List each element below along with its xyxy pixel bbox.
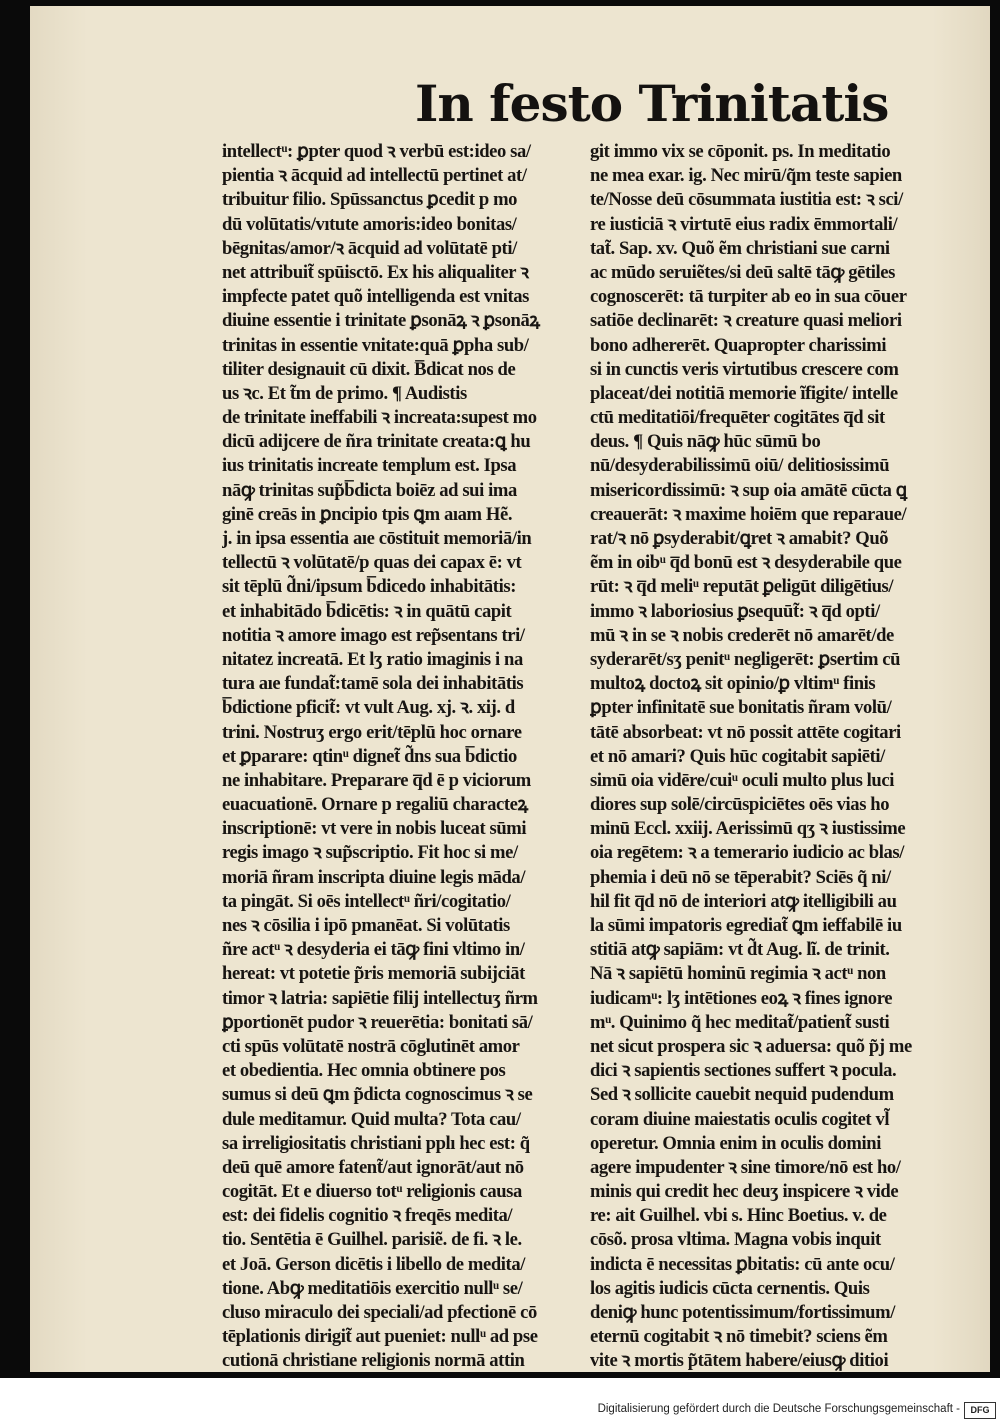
text-line: et inhabitādo b̅dicētis: ꝛ in quātū capit bbox=[222, 600, 512, 622]
text-line: regis imago ꝛ sup̃scriptio. Fit hoc si me/ bbox=[222, 842, 518, 864]
text-line: Nā ꝛ sapiētū hominū regimia ꝛ actᵘ non bbox=[590, 963, 886, 985]
left-text-column bbox=[222, 140, 584, 1374]
text-line: sumus si deū ꝗm p̃dicta cognoscimus ꝛ se bbox=[222, 1084, 533, 1106]
text-line: ñre actᵘ ꝛ desyderia ei tāꝙ fini vltimo in/ bbox=[222, 939, 525, 961]
text-line: te/Nosse deū cōsummata iustitia est: ꝛ sci/ bbox=[590, 189, 903, 211]
text-line: trini. Nostruʒ ergo erit/tēplū hoc ornare bbox=[222, 721, 522, 743]
running-head: In festo Trinitatis bbox=[415, 74, 889, 133]
text-line: misericordissimū: ꝛ sup oia amātē cūcta ꝗ bbox=[590, 479, 907, 501]
text-line: us ꝛc. Et t̃m de primo. ¶ Audistis bbox=[222, 382, 467, 404]
text-line: minis qui credit hec deuʒ inspicere ꝛ vide bbox=[590, 1181, 899, 1203]
text-line: est: dei fidelis cognitio ꝛ freqēs medita/ bbox=[222, 1205, 513, 1227]
text-line: nū/desyderabilissimū oiū/ delitiosissimū bbox=[590, 455, 890, 477]
text-line: nitatez increatā. Et lʒ ratio imaginis i na bbox=[222, 648, 523, 670]
text-line: immo ꝛ laboriosius ꝑsequūt̃: ꝛ q̅d opti/ bbox=[590, 600, 880, 622]
text-line: eternū cogitabit ꝛ nō timebit? sciens ẽm bbox=[590, 1326, 888, 1348]
text-line: deū quē amore fatent̃/aut ignorāt/aut nō bbox=[222, 1156, 524, 1178]
text-line: minū Eccl. xxiij. Aerissimū qʒ ꝛ iustissime bbox=[590, 818, 906, 840]
text-line: ginē creās in ꝑncipio tpis ꝗm aıam Hẽ. bbox=[222, 503, 513, 525]
text-line: trinitas in essentie vnitate:quā ꝑpha sub/ bbox=[222, 334, 529, 356]
text-line: dule meditamur. Quid multa? Tota cau/ bbox=[222, 1108, 521, 1130]
text-line: net sicut prospera sic ꝛ aduersa: quõ p̃j me bbox=[590, 1035, 912, 1057]
text-line: indicta ē necessitas ꝑbitatis: cū ante ocu/ bbox=[590, 1253, 895, 1275]
text-line: tēplationis dirigit̃ aut pueniet: nullᵘ ad pse bbox=[222, 1326, 538, 1348]
text-line: de trinitate ineffabili ꝛ increata:supest mo bbox=[222, 407, 537, 429]
text-line: mᵘ. Quinimo q̃ hec meditat̃/patient̃ susti bbox=[590, 1011, 890, 1033]
text-line: creauerāt: ꝛ maxime hoiēm que reparaue/ bbox=[590, 503, 907, 525]
text-line: simū oia vidēre/cuiᵘ oculi multo plus luci bbox=[590, 769, 894, 791]
text-line: vite ꝛ mortis p̃tātem habere/eiusꝙ ditioi bbox=[590, 1350, 889, 1372]
text-line: ne inhabitare. Preparare q̅d ē p viciorum bbox=[222, 769, 531, 791]
text-line: multoꝝ doctoꝝ sit opinio/ꝑ vltimᵘ finis bbox=[590, 673, 876, 695]
text-line: deniꝙ hunc potentissimum/fortissimum/ bbox=[590, 1302, 895, 1323]
text-line: ta pingāt. Si oēs intellectᵘ ñri/cogitatio/ bbox=[222, 890, 511, 912]
text-line: agere impudenter ꝛ sine timore/nō est ho/ bbox=[590, 1156, 901, 1178]
text-line: ne mea exar. ig. Nec mirū/q̃m teste sapien bbox=[590, 165, 902, 187]
text-line: syderarēt/sʒ penitᵘ negligerēt: ꝑsertim cū bbox=[590, 648, 901, 670]
text-line: tribuitur filio. Spūssanctus ꝑcedit p mo bbox=[222, 189, 518, 211]
text-line: rat/ꝛ nō ꝑsyderabit/ꝗret ꝛ amabit? Quõ bbox=[590, 528, 889, 549]
text-line: ẽm in oibᵘ q̅d bonū est ꝛ desyderabile que bbox=[590, 552, 902, 574]
text-line: tat̃. Sap. xv. Quõ ẽm christiani sue carni bbox=[590, 237, 890, 259]
text-line: dici ꝛ sapientis sectiones suffert ꝛ pocula. bbox=[590, 1060, 897, 1082]
text-line: moriā ñram inscripta diuine legis māda/ bbox=[222, 866, 526, 888]
text-line: et Joā. Gerson dicētis i libello de medita/ bbox=[222, 1253, 525, 1275]
text-line: rūt: ꝛ q̅d meliᵘ reputāt ꝑeligūt diligētius/ bbox=[590, 576, 894, 598]
text-line: operetur. Omnia enim in oculis domini bbox=[590, 1132, 881, 1154]
text-line: hereat: vt potetie p̃ris memoriā subijciāt bbox=[222, 963, 525, 985]
text-line: cōsõ. prosa vltima. Magna vobis inquit bbox=[590, 1229, 881, 1251]
text-line: ꝑpter infinitatē sue bonitatis ñram volū/ bbox=[590, 697, 892, 719]
text-line: tione. Abꝙ meditatiōis exercitio nullᵘ se/ bbox=[222, 1277, 523, 1299]
text-line: stitiā atꝙ sapiām: vt d̃t Aug. lĩ. de trinit. bbox=[590, 939, 890, 961]
text-line: coram diuine maiestatis oculis cogitet vl̃ bbox=[590, 1108, 890, 1130]
text-line: pientia ꝛ ācquid ad intellectū pertinet at/ bbox=[222, 165, 527, 187]
text-line: euacuationē. Ornare p regaliū characteꝝ bbox=[222, 794, 528, 816]
text-line: et nō amari? Quis hūc cogitabit sapiēti/ bbox=[590, 745, 885, 767]
text-line: dicū adijcere de ñra trinitate creata:ꝗ hu bbox=[222, 431, 531, 453]
right-text-column bbox=[590, 140, 960, 1374]
text-line: net attribuit̃ spūisctō. Ex his aliqualiter ꝛ bbox=[222, 261, 529, 283]
text-line: cti spūs volūtatē nostrā cōglutinēt amor bbox=[222, 1035, 520, 1057]
text-line: phemia i deū nō se tēperabit? Sciēs q̃ ni/ bbox=[590, 866, 891, 888]
text-line: cutionā christiane religionis normā attin bbox=[222, 1350, 525, 1372]
text-line: et obedientia. Hec omnia obtinere pos bbox=[222, 1060, 506, 1082]
text-line: placeat/dei notitiā memorie ĩfigite/ intelle bbox=[590, 382, 898, 404]
text-line: si in cunctis veris virtutibus crescere com bbox=[590, 358, 899, 380]
funding-note: Digitalisierung gefördert durch die Deutsche Forschungsgemeinschaft - bbox=[597, 1403, 960, 1415]
text-line: ꝑportionēt pudor ꝛ reuerētia: bonitati sā/ bbox=[222, 1011, 533, 1033]
text-line: dū volūtatis/vıtute amoris:ideo bonitas/ bbox=[222, 213, 517, 235]
text-line: diores sup solē/circūspiciētes oēs vias ho bbox=[590, 794, 890, 816]
text-line: nes ꝛ cōsilia i ipō pmanēat. Si volūtatis bbox=[222, 915, 510, 936]
text-line: satiōe declinarēt: ꝛ creature quasi meliori bbox=[590, 310, 902, 332]
text-line: nāꝙ trinitas sup̃b̅dicta boiēz ad sui ima bbox=[222, 479, 517, 501]
text-line: b̅dictione pficit̃: vt vult Aug. xj. ꝛ. xij. d bbox=[222, 697, 515, 719]
text-line: deus. ¶ Quis nāꝙ hūc sūmū bo bbox=[590, 431, 821, 453]
text-line: et ꝑparare: qtinᵘ dignet̃ d̃ns sua b̅dictio bbox=[222, 745, 517, 767]
text-line: oia regētem: ꝛ a temerario iudicio ac blas/ bbox=[590, 842, 904, 864]
text-line: ius trinitatis increate templum est. Ipsa bbox=[222, 455, 517, 477]
text-line: bēgnitas/amor/ꝛ ācquid ad volūtatē pti/ bbox=[222, 237, 517, 259]
text-line: ac mūdo seruiẽtes/si deū saltē tāꝙ gētiles bbox=[590, 261, 895, 283]
text-line: mū ꝛ in se ꝛ nobis crederēt nō amarēt/de bbox=[590, 624, 894, 646]
text-line: la sūmi impatoris egrediat̃ ꝗm ieffabilē iu bbox=[590, 915, 902, 936]
dfg-logo: DFG bbox=[964, 1402, 996, 1419]
text-line: git immo vix se cōponit. ps. In meditatio bbox=[590, 141, 891, 162]
text-line: tellectū ꝛ volūtatē/p quas dei capax ē: vt bbox=[222, 552, 522, 574]
text-line: cluso miraculo dei speciali/ad pfectionē cō bbox=[222, 1302, 537, 1323]
text-line: tura aıe fundat̃:tamē sola dei inhabitātis bbox=[222, 673, 524, 695]
text-line: sa irreligiositatis christiani pplı hec est: q̃ bbox=[222, 1132, 530, 1154]
text-line: re iusticiā ꝛ virtutē eius radix ēmmortali/ bbox=[590, 213, 898, 235]
text-line: iudicamᵘ: lʒ intētiones eoꝝ ꝛ fines ignore bbox=[590, 987, 893, 1009]
text-line: tiliter designauit cū dixit. B̅dicat nos de bbox=[222, 358, 516, 380]
text-line: re: ait Guilhel. vbi s. Hinc Boetius. v. de bbox=[590, 1205, 887, 1227]
text-line: impfecte patet quõ intelligenda est vnitas bbox=[222, 286, 530, 308]
text-line: diuine essentie i trinitate ꝑsonāꝝ ꝛ ꝑsonāꝝ bbox=[222, 310, 540, 332]
text-line: inscriptionē: vt vere in nobis luceat sūmi bbox=[222, 818, 527, 840]
text-line: j. in ipsa essentia aıe cōstituit memoriā/in bbox=[222, 528, 532, 549]
text-line: ctū meditatiōi/frequēter cogitātes q̅d sit bbox=[590, 407, 885, 429]
text-line: sit tēplū d̃ni/ipsum b̅dicedo inhabitātis: bbox=[222, 576, 516, 598]
text-line: cognoscerēt: tā turpiter ab eo in sua cōuer bbox=[590, 286, 907, 308]
text-line: timor ꝛ latria: sapiētie filij intellectuʒ ñrm bbox=[222, 987, 538, 1009]
text-line: Sed ꝛ sollicite cauebit nequid pudendum bbox=[590, 1084, 894, 1106]
text-line: cogitāt. Et e diuerso totᵘ religionis causa bbox=[222, 1181, 522, 1203]
text-line: tio. Sentētia ē Guilhel. parisiẽ. de fi. ꝛ le. bbox=[222, 1229, 522, 1251]
text-line: tātē absorbeat: vt nō possit attēte cogitari bbox=[590, 721, 901, 743]
text-line: notitia ꝛ amore imago est rep̃sentans tri/ bbox=[222, 624, 525, 646]
text-line: bono adhererēt. Quapropter charissimi bbox=[590, 334, 887, 356]
text-line: intellectᵘ: ꝑpter quod ꝛ verbū est:ideo sa/ bbox=[222, 141, 531, 162]
text-line: hil fit q̅d nō de interiori atꝙ itelligibili au bbox=[590, 890, 897, 912]
text-line: los agitis iudicis cūcta cernentis. Quis bbox=[590, 1277, 870, 1299]
